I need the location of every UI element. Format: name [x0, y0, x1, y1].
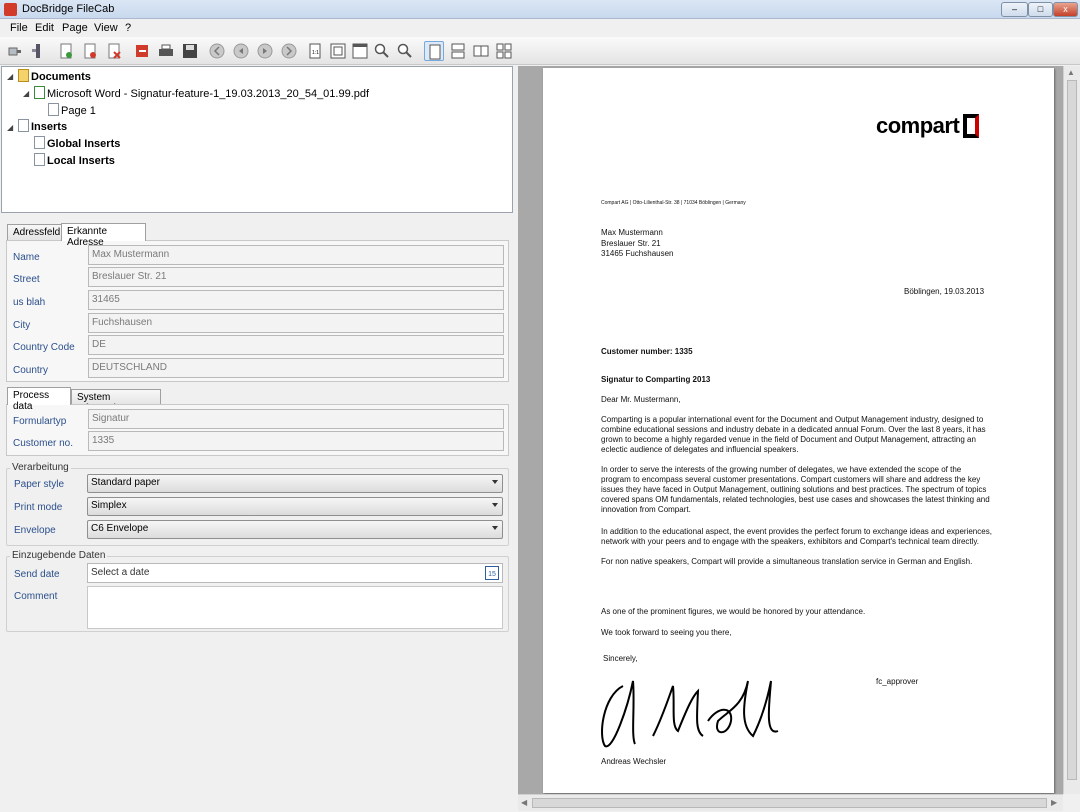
name-field[interactable]: Max Mustermann	[88, 245, 504, 265]
calendar-icon[interactable]: 15	[485, 566, 499, 580]
fit-page-icon[interactable]	[328, 41, 348, 61]
menu-bar	[0, 19, 1080, 37]
maximize-button[interactable]: □	[1028, 2, 1053, 17]
remove-icon[interactable]	[104, 41, 124, 61]
recipient-street: Breslauer Str. 21	[601, 239, 661, 248]
tab-process-data[interactable]: Process data	[7, 387, 71, 405]
group-title: Verarbeitung	[12, 462, 69, 473]
connect-icon[interactable]	[4, 41, 24, 61]
tab-adressfeld[interactable]: Adressfeld	[7, 224, 62, 241]
field-label: Street	[13, 274, 40, 285]
field-label: Country	[13, 365, 49, 376]
letter-date: Böblingen, 19.03.2013	[904, 287, 985, 296]
scroll-thumb[interactable]	[1067, 80, 1077, 780]
field-label: Send date	[14, 569, 60, 580]
field-label: Comment	[14, 591, 58, 602]
expand-arrow-icon[interactable]: ◢	[7, 123, 14, 132]
address-panel	[6, 240, 509, 382]
closing: Sincerely,	[603, 654, 638, 663]
dropdown-arrow-icon	[492, 480, 498, 484]
postal-code-field[interactable]: 31465	[88, 290, 504, 310]
tree-node-file[interactable]	[34, 86, 369, 102]
tree-label: Documents	[31, 71, 91, 83]
tree-label: Page 1	[61, 105, 96, 117]
plug-icon[interactable]	[28, 41, 48, 61]
recipient-name: Max Mustermann	[601, 228, 663, 237]
menu-help[interactable]: ?	[125, 22, 132, 34]
tree-label: Local Inserts	[47, 155, 115, 167]
scroll-left-icon[interactable]: ◀	[521, 798, 528, 807]
logo-text: compart	[876, 113, 960, 138]
svg-text:1:1: 1:1	[312, 50, 319, 56]
prev-page-icon[interactable]	[231, 41, 251, 61]
next-page-icon[interactable]	[255, 41, 275, 61]
title-bar	[0, 0, 1080, 19]
logo-mark-icon	[963, 114, 979, 138]
handwritten-signature	[593, 666, 793, 756]
window-title: DocBridge FileCab	[22, 3, 115, 15]
app-icon	[4, 3, 17, 16]
send-date-picker[interactable]	[87, 563, 503, 583]
formulartyp-field[interactable]: Signatur	[88, 409, 504, 429]
document-icon	[18, 119, 29, 132]
paragraph: For non native speakers, Compart will provide a simultaneous translation service in German and English.	[601, 557, 973, 566]
paragraph: In addition to the educational aspect, the event provides the perfect forum to exchange ideas and experiences, network with your peers and to engage with the speakers, exhibitors and Compart's technical team directly.	[601, 527, 992, 546]
delete-document-icon[interactable]	[80, 41, 100, 61]
sender-line: Compart AG | Otto-Lilienthal-Str. 38 | 71034 Böblingen | Germany	[601, 200, 746, 206]
field-label: Paper style	[14, 479, 65, 490]
tree-label: Global Inserts	[47, 138, 121, 150]
actual-size-icon[interactable]	[305, 41, 325, 61]
street-field[interactable]: Breslauer Str. 21	[88, 267, 504, 287]
approver-label: fc_approver	[876, 677, 919, 686]
grid-icon[interactable]	[494, 41, 514, 61]
zoom-out-icon[interactable]	[395, 41, 415, 61]
zoom-in-icon[interactable]	[372, 41, 392, 61]
field-label: us blah	[13, 297, 46, 308]
field-label: Envelope	[14, 525, 56, 536]
single-page-icon[interactable]	[424, 41, 444, 61]
first-page-icon[interactable]	[207, 41, 227, 61]
tab-erkannte-adresse[interactable]: Erkannte Adresse	[61, 223, 146, 241]
signer-name: Andreas Wechsler	[601, 757, 667, 766]
page-icon	[48, 103, 59, 116]
tree-node-page[interactable]	[48, 103, 96, 119]
field-label: Print mode	[14, 502, 63, 513]
recipient-city: 31465 Fuchshausen	[601, 249, 674, 258]
process-panel	[6, 404, 509, 456]
save-icon[interactable]	[180, 41, 200, 61]
field-label: Name	[13, 252, 40, 263]
tree-node-local-inserts[interactable]	[34, 153, 115, 169]
minimize-button[interactable]: –	[1001, 2, 1028, 17]
select-value: C6 Envelope	[91, 523, 149, 534]
compart-logo	[876, 113, 979, 139]
vertical-scrollbar[interactable]	[1063, 66, 1080, 794]
print-mode-select[interactable]	[87, 497, 503, 516]
country-code-field[interactable]: DE	[88, 335, 504, 355]
comment-textarea[interactable]	[87, 586, 503, 629]
customer-no-field[interactable]: 1335	[88, 431, 504, 451]
close-button[interactable]: x	[1053, 2, 1078, 17]
field-label: Formulartyp	[13, 416, 67, 427]
menu-edit[interactable]: Edit	[35, 22, 54, 34]
tree-node-documents[interactable]	[18, 69, 91, 85]
last-page-icon[interactable]	[279, 41, 299, 61]
paragraph: We took forward to seeing you there,	[601, 628, 732, 637]
fit-width-icon[interactable]	[350, 41, 370, 61]
menu-view[interactable]: View	[94, 22, 118, 34]
document-page	[543, 68, 1054, 793]
tab-system-information[interactable]: System	[71, 389, 161, 406]
field-label: Customer no.	[13, 438, 74, 449]
print-icon[interactable]	[156, 41, 176, 61]
letter-subject: Signatur to Comparting 2013	[601, 375, 711, 384]
two-page-icon[interactable]	[448, 41, 468, 61]
exit-icon[interactable]	[132, 41, 152, 61]
tree-label: Inserts	[31, 121, 68, 133]
tree-label: Microsoft Word - Signatur-feature-1_19.03.2013_20_54_01.99.pdf	[47, 88, 370, 100]
paragraph: Comparting is a popular international event for the Document and Output Management industry, designed to combine educational sessions and industry debate in a dedicated annual Forum. Over the last 8 years, it has grown to become a highly regarded venue in the field of Document and Output Management, attracting an eclectic audience of delegates and influencial speakers.	[601, 415, 986, 454]
group-title: Einzugebende Daten	[12, 550, 106, 561]
tree-node-global-inserts[interactable]	[34, 136, 120, 152]
expand-arrow-icon[interactable]: ◢	[7, 72, 14, 81]
scroll-right-icon[interactable]: ▶	[1051, 798, 1058, 807]
select-value: Standard paper	[91, 477, 160, 488]
horizontal-scrollbar[interactable]	[518, 794, 1063, 811]
paragraph: As one of the prominent figures, we would be honored by your attendance.	[601, 607, 866, 616]
country-field[interactable]: DEUTSCHLAND	[88, 358, 504, 378]
menu-page[interactable]: Page	[62, 22, 88, 34]
document-icon	[34, 136, 45, 149]
envelope-select[interactable]	[87, 520, 503, 539]
dropdown-arrow-icon	[492, 526, 498, 530]
scroll-up-icon[interactable]: ▲	[1067, 68, 1075, 77]
dropdown-arrow-icon	[492, 503, 498, 507]
city-field[interactable]: Fuchshausen	[88, 313, 504, 333]
paper-style-select[interactable]	[87, 474, 503, 493]
scroll-thumb[interactable]	[532, 798, 1047, 808]
facing-pages-icon[interactable]	[471, 41, 491, 61]
document-tree	[1, 66, 513, 213]
customer-number: Customer number: 1335	[601, 347, 693, 356]
paragraph: In order to serve the interests of the growing number of delegates, we have extended the scope of the program to encompass several customer presentations. Compart customers will share and address the key issues they have faced in Output Management, outlining solutions and best practices. The spectrum of topics covered spans OM fundamentals, related technologies, best use cases and showcases the latest thinking and innovation from Compart.	[601, 465, 990, 514]
tree-node-inserts[interactable]	[18, 119, 67, 135]
expand-arrow-icon[interactable]: ◢	[23, 89, 30, 98]
field-label: Country Code	[13, 342, 75, 353]
menu-file[interactable]: File	[10, 22, 28, 34]
new-document-icon[interactable]	[56, 41, 76, 61]
field-label: City	[13, 320, 31, 331]
date-placeholder: Select a date	[91, 567, 150, 578]
checked-document-icon	[34, 86, 45, 99]
salutation: Dear Mr. Mustermann,	[601, 395, 681, 404]
select-value: Simplex	[91, 500, 127, 511]
document-icon	[34, 153, 45, 166]
folder-icon	[18, 69, 29, 82]
toolbar	[0, 37, 1080, 65]
